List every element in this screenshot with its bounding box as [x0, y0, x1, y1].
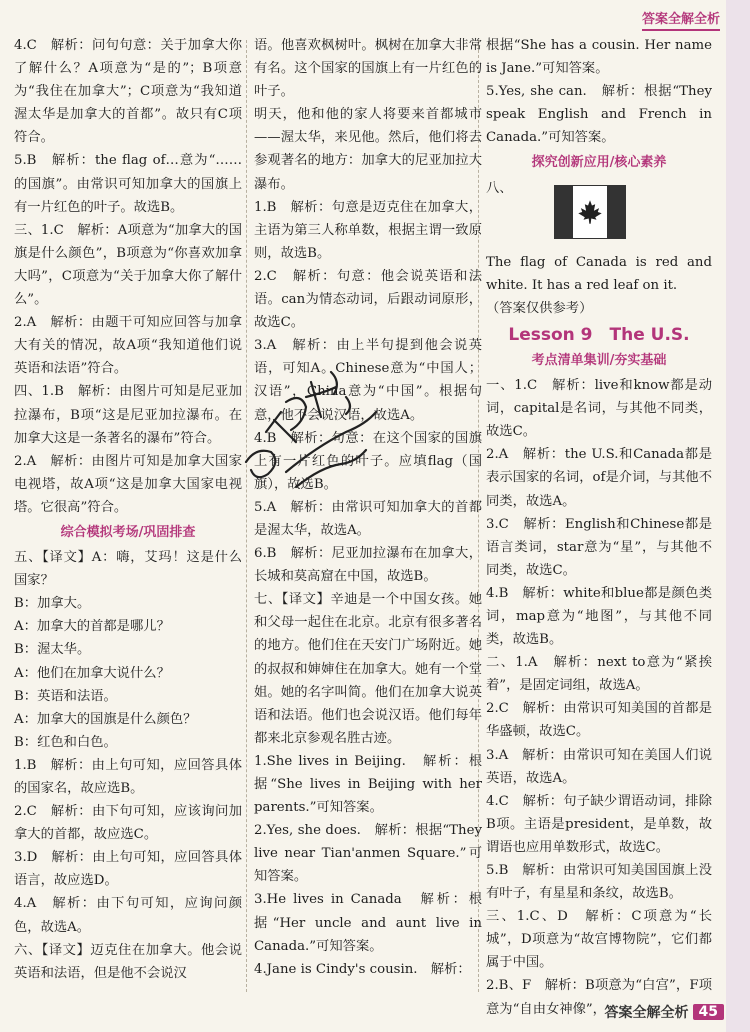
answer-paragraph: 五、【译文】A：嗨，艾玛！这是什么国家？ [14, 550, 242, 589]
answer-paragraph: 2.C 解析：由下句可知，应该询问加拿大的首都，故应选C。 [14, 804, 242, 843]
lesson-title: Lesson 9 The U.S. [508, 324, 690, 345]
answer-paragraph: 二、1.A 解析：next to意为“紧挨着”，是固定词组，故选A。 [486, 655, 712, 694]
answer-paragraph: A：加拿大的首都是哪儿？ [14, 619, 170, 635]
answer-paragraph: 5.Yes, she can. 解析：根据“They speak English and French in Canada.”可知答案。 [486, 84, 712, 146]
section-heading: 探究创新应用/核心素养 [531, 155, 667, 171]
page-header-title: 答案全解全析 [642, 8, 720, 31]
answer-paragraph: 4.C 解析：问句句意：关于加拿大你了解什么？A项意为“是的”；B项意为“我住在加拿大”；C项意为“我知道渥太华是加拿大的首都”。故只有C项符合。 [14, 38, 242, 146]
answer-paragraph: 4.B 解析：white和blue都是颜色类词，map意为“地图”，与其他不同类，故选B。 [486, 585, 712, 648]
section-heading: 综合模拟考场/巩固排查 [60, 524, 196, 540]
answer-paragraph: 四、1.B 解析：由图片可知是尼亚加拉瀑布，B项“这是尼亚加拉瀑布。在加拿大这是一条著名的瀑布”符合。 [14, 384, 242, 446]
answer-paragraph: 七、【译文】辛迪是一个中国女孩。她和父母一起住在北京。北京有很多著名的地方。他们住在天安门广场附近。她的叔叔和婶婶住在加拿大。她有一个堂姐。她的名字叫简。他们在加拿大说英语和法语。他们也会说汉语。他们每年都来北京参观名胜古迹。 [254, 592, 482, 746]
answer-paragraph: 明天，他和他的家人将要来首都城市——渥太华，来见他。然后，他们将去参观著名的地方：加拿大的尼亚加拉大瀑布。 [254, 107, 482, 192]
answer-paragraph: 一、1.C 解析：live和know都是动词，capital是名词，与其他不同类，故选C。 [486, 378, 712, 440]
answer-column-2 [254, 34, 482, 981]
answer-paragraph: 六、【译文】迈克住在加拿大。他会说英语和法语，但是他不会说汉 [14, 942, 242, 981]
answer-paragraph: B：红色和白色。 [14, 734, 117, 750]
maple-leaf-icon [577, 199, 603, 225]
answer-paragraph: 3.C 解析：English和Chinese都是语言类词，star意为“星”，与其他不同类，故选C。 [486, 516, 712, 578]
column-divider [246, 40, 247, 992]
answer-paragraph: 4.C 解析：句子缺少谓语动词，排除B项。主语是president，是单数，故谓语也应用单数形式，故选C。 [486, 793, 712, 855]
answer-paragraph: 3.He lives in Canada 解析：根据“Her uncle and aunt live in Canada.”可知答案。 [254, 892, 482, 954]
answer-paragraph: 三、1.C 解析：A项意为“加拿大的国旗是什么颜色”，B项意为“你喜欢加拿大吗”，C项意为“关于加拿大你了解什么”。 [14, 222, 242, 308]
answer-paragraph: A：他们在加拿大说什么？ [14, 665, 170, 681]
answer-paragraph: A：加拿大的国旗是什么颜色？ [14, 711, 197, 727]
answer-paragraph: 3.D 解析：由上句可知，应回答具体语言，故应选D。 [14, 850, 242, 889]
answer-paragraph: 1.B 解析：由上句可知，应回答具体的国家名，故应选B。 [14, 757, 242, 796]
answer-paragraph: 5.B 解析：the flag of…意为“……的国旗”。由常识可知加拿大的国旗上有一片红色的叶子。故选B。 [14, 153, 242, 215]
answer-paragraph: 2.B、F 解析：B项意为“白宫”，F项意为“自由女神像”， [486, 978, 712, 1017]
answer-paragraph: 6.B 解析：尼亚加拉瀑布在加拿大，长城和莫高窟在中国，故选B。 [254, 546, 482, 585]
answer-paragraph: 4.A 解析：由下句可知，应询问颜色，故选A。 [14, 896, 242, 935]
answer-paragraph: 三、1.C、D 解析：C项意为“长城”，D项意为“故宫博物院”，它们都属于中国。 [486, 909, 712, 971]
answer-paragraph: B：加拿大。 [14, 596, 91, 612]
answer-paragraph: 4.B 解析：句意：在这个国家的国旗上有一片红色的叶子。应填flag（国旗），故选B。 [254, 430, 482, 492]
canada-flag-icon [554, 185, 626, 239]
answer-paragraph: 5.B 解析：由常识可知美国国旗上没有叶子，有星星和条纹，故选B。 [486, 863, 712, 902]
answer-paragraph: 2.A 解析：由图片可知是加拿大国家电视塔，故A项“这是加拿大国家电视塔。它很高”符合。 [14, 453, 242, 515]
flag-question [486, 177, 712, 251]
answer-paragraph: 2.C 解析：句意：他会说英语和法语。can为情态动词，后跟动词原形，故选C。 [254, 268, 482, 331]
answer-paragraph: 2.A 解析：由题干可知应回答与加拿大有关的情况，故A项“我知道他们说英语和法语”符合。 [14, 315, 242, 377]
answer-paragraph: B：渥太华。 [14, 642, 91, 658]
answer-paragraph: B：英语和法语。 [14, 688, 117, 704]
answer-paragraph: 1.B 解析：句意是迈克住在加拿大，主语为第三人称单数，根据主谓一致原则，故选B。 [254, 199, 482, 261]
page-number: 45 [693, 1004, 724, 1020]
answer-paragraph: 5.A 解析：由常识可知加拿大的首都是渥太华，故选A。 [254, 499, 482, 538]
side-tab-decoration [726, 0, 750, 1032]
answer-paragraph: 3.A 解析：由常识可知在美国人们说英语，故选A。 [486, 747, 712, 786]
answer-paragraph: 2.Yes, she does. 解析：根据“They live near Tian'anmen Square.”可知答案。 [254, 823, 482, 885]
section-heading: 考点清单集训/夯实基础 [531, 352, 667, 368]
answer-paragraph: 4.Jane is Cindy's cousin. 解析： [254, 961, 471, 977]
answer-paragraph: 1.She lives in Beijing. 解析：根据“She lives in Beijing with her parents.”可知答案。 [254, 753, 482, 816]
question-number: 八、 [486, 180, 513, 196]
page-footer [605, 1002, 724, 1022]
answer-paragraph: （答案仅供参考） [486, 300, 593, 316]
answer-paragraph: 根据“She has a cousin. Her name is Jane.”可知答案。 [486, 38, 712, 77]
answer-paragraph: 2.A 解析：the U.S.和Canada都是表示国家的名词，of是介词，与其他不同类，故选A。 [486, 447, 712, 509]
answer-paragraph: 语。他喜欢枫树叶。枫树在加拿大非常有名。这个国家的国旗上有一片红色的叶子。 [254, 38, 482, 100]
answer-paragraph: 2.C 解析：由常识可知美国的首都是华盛顿，故选C。 [486, 701, 712, 740]
footer-label: 答案全解全析 [604, 1005, 689, 1021]
answer-column-3 [486, 34, 712, 1021]
answer-paragraph: The flag of Canada is red and white. It has a red leaf on it. [486, 254, 712, 293]
answer-paragraph: 3.A 解析：由上半句提到他会说英语，可知A。Chinese意为“中国人；汉语”，China意为“中国”。根据句意，他不会说汉语，故选A。 [254, 338, 482, 423]
answer-column-1 [14, 34, 242, 985]
